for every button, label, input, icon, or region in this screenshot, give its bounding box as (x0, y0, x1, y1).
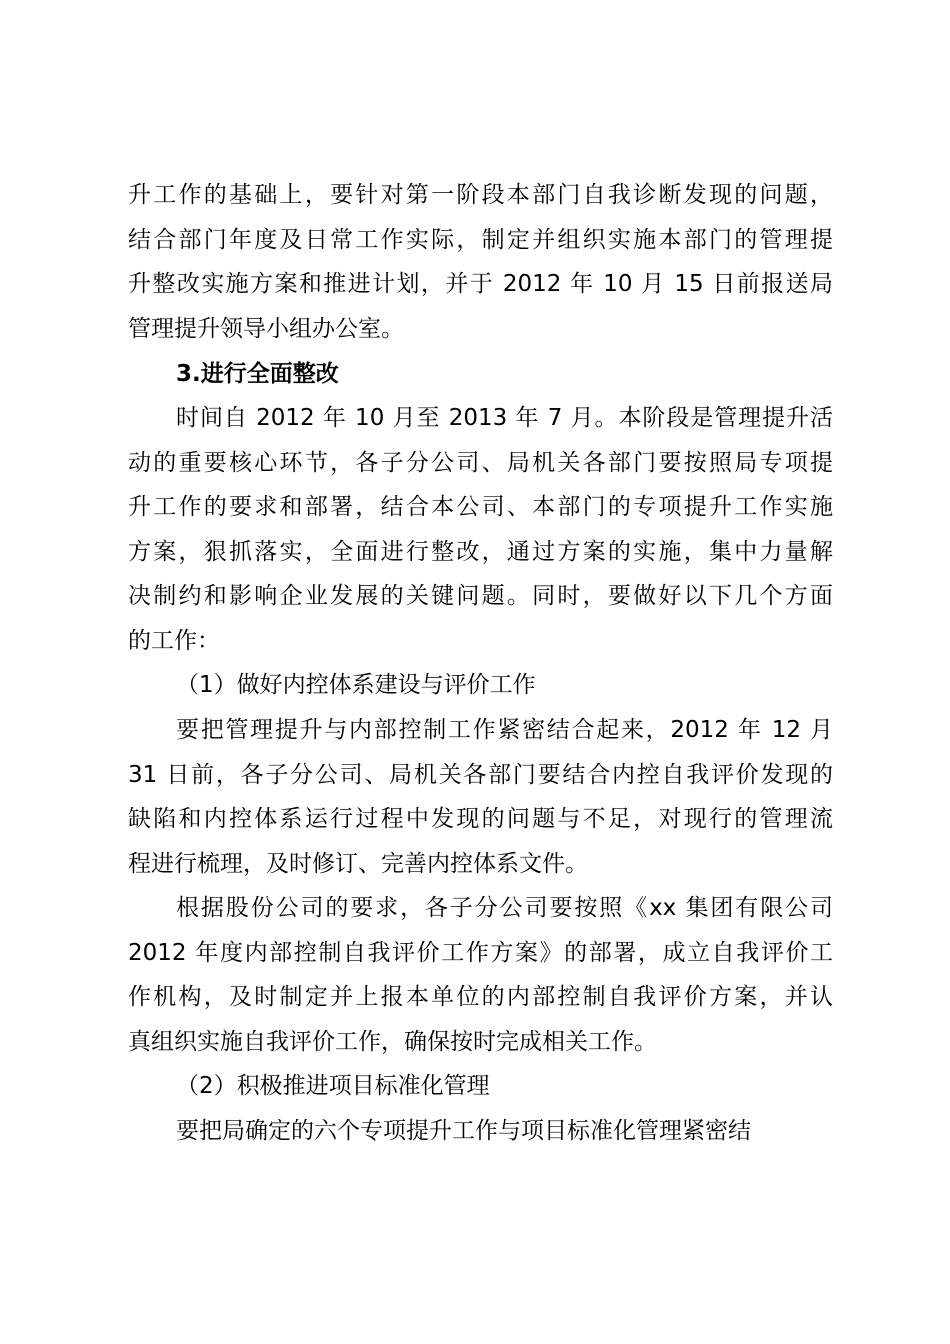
subsection-heading: （1）做好内控体系建设与评价工作 (176, 672, 536, 698)
paragraph-line: 升整改实施方案和推进计划，并于 2012 年 10 月 15 日前报送局 (128, 271, 833, 297)
paragraph-line: 时间自 2012 年 10 月至 2013 年 7 月。本阶段是管理提升活 (176, 405, 833, 431)
paragraph-line: 的工作： (128, 628, 220, 654)
paragraph-line: 结合部门年度及日常工作实际，制定并组织实施本部门的管理提 (128, 227, 833, 253)
paragraph-line: 2012 年度内部控制自我评价工作方案》的部署，成立自我评价工 (128, 940, 833, 966)
paragraph-line: 升工作的要求和部署，结合本公司、本部门的专项提升工作实施 (128, 494, 833, 520)
subsection-heading: （2）积极推进项目标准化管理 (176, 1073, 490, 1099)
paragraph-line: 缺陷和内控体系运行过程中发现的问题与不足，对现行的管理流 (128, 806, 833, 832)
paragraph-line: 要把管理提升与内部控制工作紧密结合起来，2012 年 12 月 (176, 717, 833, 743)
paragraph-line: 管理提升领导小组办公室。 (128, 316, 404, 342)
paragraph-line: 作机构，及时制定并上报本单位的内部控制自我评价方案，并认 (128, 984, 833, 1010)
section-heading: 3.进行全面整改 (176, 361, 339, 387)
paragraph-line: 真组织实施自我评价工作，确保按时完成相关工作。 (128, 1029, 657, 1055)
paragraph-line: 要把局确定的六个专项提升工作与项目标准化管理紧密结 (176, 1118, 751, 1144)
paragraph-line: 方案，狠抓落实，全面进行整改，通过方案的实施，集中力量解 (128, 539, 833, 565)
paragraph-line: 31 日前，各子分公司、局机关各部门要结合内控自我评价发现的 (128, 762, 833, 788)
paragraph-line: 程进行梳理，及时修订、完善内控体系文件。 (128, 851, 588, 877)
paragraph-line: 动的重要核心环节，各子分公司、局机关各部门要按照局专项提 (128, 450, 833, 476)
paragraph-line: 升工作的基础上，要针对第一阶段本部门自我诊断发现的问题， (128, 182, 833, 208)
paragraph-line: 决制约和影响企业发展的关键问题。同时，要做好以下几个方面 (128, 583, 833, 609)
paragraph-line: 根据股份公司的要求，各子分公司要按照《xx 集团有限公司 (176, 895, 833, 921)
